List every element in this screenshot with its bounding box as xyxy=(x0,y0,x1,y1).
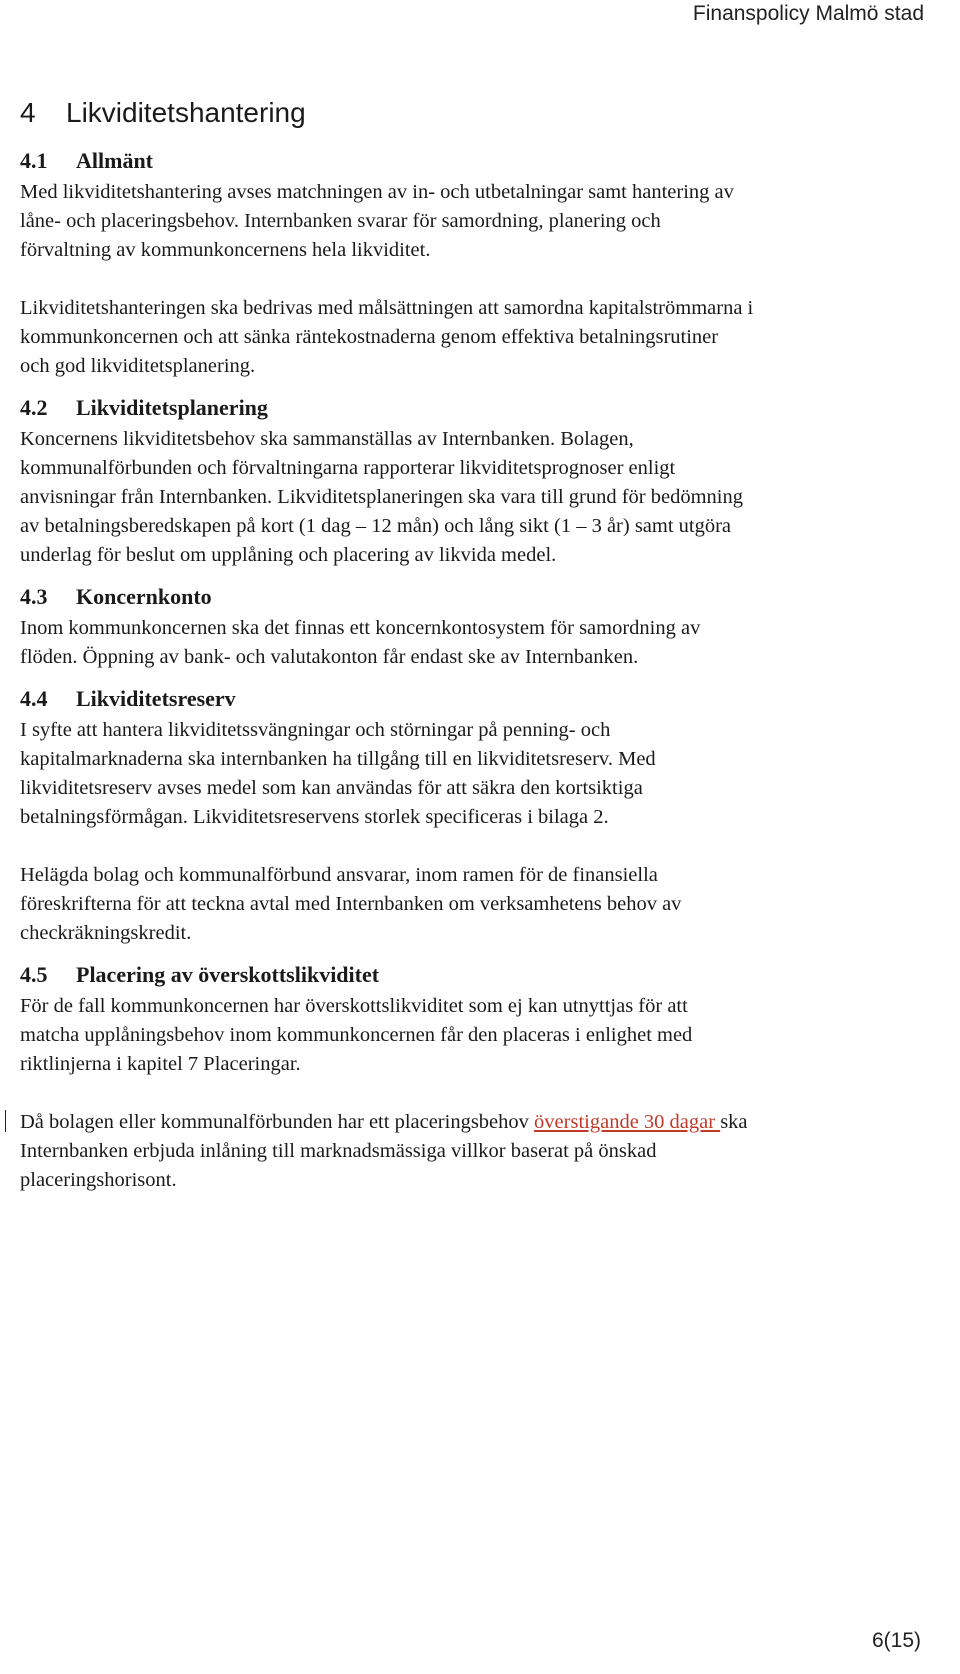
revision-change-bar xyxy=(5,1110,6,1132)
section-title: Koncernkonto xyxy=(76,584,212,609)
text-line: kommunkoncernen och att sänka räntekostnaderna genom effektiva betalningsrutiner xyxy=(20,326,719,348)
text-line: underlag för beslut om upplåning och placering av likvida medel. xyxy=(20,544,557,566)
section-heading xyxy=(20,583,920,611)
text-line: Internbanken erbjuda inlåning till marknadsmässiga villkor baserat på önskad xyxy=(20,1140,657,1162)
paragraph xyxy=(20,294,920,381)
text-line: av betalningsberedskapen på kort (1 dag – 12 mån) och lång sikt (1 – 3 år) samt utgöra xyxy=(20,515,732,537)
section-number: 4.3 xyxy=(20,584,48,609)
section-number: 4.1 xyxy=(20,148,48,173)
text-line: likviditetsreserv avses medel som kan användas för att säkra den kortsiktiga xyxy=(20,777,643,799)
text-line: Helägda bolag och kommunalförbund ansvarar, inom ramen för de finansiella xyxy=(20,864,658,886)
section-heading xyxy=(20,961,920,989)
text-line: betalningsförmågan. Likviditetsreservens storlek specificeras i bilaga 2. xyxy=(20,806,609,828)
section-title: Allmänt xyxy=(76,148,153,173)
chapter-number: 4 xyxy=(20,97,36,128)
page-number: 6(15) xyxy=(871,1629,921,1652)
section-heading xyxy=(20,685,920,713)
section-heading xyxy=(20,394,920,422)
text-line: låne- och placeringsbehov. Internbanken svarar för samordning, planering och xyxy=(20,210,661,232)
paragraph xyxy=(20,861,920,948)
text-line: Likviditetshanteringen ska bedrivas med målsättningen att samordna kapitalströmmarna i xyxy=(20,297,754,319)
paragraph xyxy=(20,614,920,672)
section-4-5 xyxy=(20,961,920,1195)
paragraph xyxy=(20,716,920,832)
text-line: placeringshorisont. xyxy=(20,1169,177,1191)
text-line: anvisningar från Internbanken. Likviditetsplaneringen ska vara till grund för bedömning xyxy=(20,486,743,508)
section-number: 4.4 xyxy=(20,686,48,711)
paragraph xyxy=(20,425,920,570)
document-body xyxy=(20,96,920,1208)
section-title: Placering av överskottslikviditet xyxy=(76,962,380,987)
paragraph xyxy=(20,178,920,265)
text-line: kapitalmarknaderna ska internbanken ha tillgång till en likviditetsreserv. Med xyxy=(20,748,656,770)
text-line: checkräkningskredit. xyxy=(20,922,192,944)
text-line: Koncernens likviditetsbehov ska sammanställas av Internbanken. Bolagen, xyxy=(20,428,634,450)
section-4-3 xyxy=(20,583,920,672)
text-line: förvaltning av kommunkoncernens hela likviditet. xyxy=(20,239,431,261)
text-line: föreskrifterna för att teckna avtal med Internbanken om verksamhetens behov av xyxy=(20,893,682,915)
text-line: matcha upplåningsbehov inom kommunkoncernen får den placeras i enlighet med xyxy=(20,1024,693,1046)
section-4-1 xyxy=(20,147,920,381)
revision-link-text[interactable]: överstigande 30 dagar xyxy=(534,1111,721,1133)
text-line: I syfte att hantera likviditetssvängningar och störningar på penning- och xyxy=(20,719,611,741)
text-line: Med likviditetshantering avses matchningen av in- och utbetalningar samt hantering av xyxy=(20,181,734,203)
paragraph xyxy=(20,1108,920,1195)
paragraph xyxy=(20,992,920,1079)
text-line: Då bolagen eller kommunalförbunden har ett placeringsbehov xyxy=(20,1111,535,1133)
running-header: Finanspolicy Malmö stad xyxy=(692,2,924,25)
text-line: riktlinjerna i kapitel 7 Placeringar. xyxy=(20,1053,301,1075)
text-line: och god likviditetsplanering. xyxy=(20,355,256,377)
section-4-4 xyxy=(20,685,920,948)
chapter-heading xyxy=(20,96,920,130)
section-number: 4.5 xyxy=(20,962,48,987)
chapter-title: Likviditetshantering xyxy=(66,97,306,128)
section-4-2 xyxy=(20,394,920,570)
text-line: För de fall kommunkoncernen har överskottslikviditet som ej kan utnyttjas för att xyxy=(20,995,688,1017)
text-line: kommunalförbunden och förvaltningarna rapporterar likviditetsprognoser enligt xyxy=(20,457,676,479)
revised-paragraph-block xyxy=(20,1108,920,1195)
text-line: Inom kommunkoncernen ska det finnas ett koncernkontosystem för samordning av xyxy=(20,617,701,639)
text-line: flöden. Öppning av bank- och valutakonton får endast ske av Internbanken. xyxy=(20,646,639,668)
text-line: ska xyxy=(720,1111,748,1133)
section-number: 4.2 xyxy=(20,395,48,420)
section-heading xyxy=(20,147,920,175)
section-title: Likviditetsreserv xyxy=(76,686,236,711)
section-title: Likviditetsplanering xyxy=(76,395,268,420)
